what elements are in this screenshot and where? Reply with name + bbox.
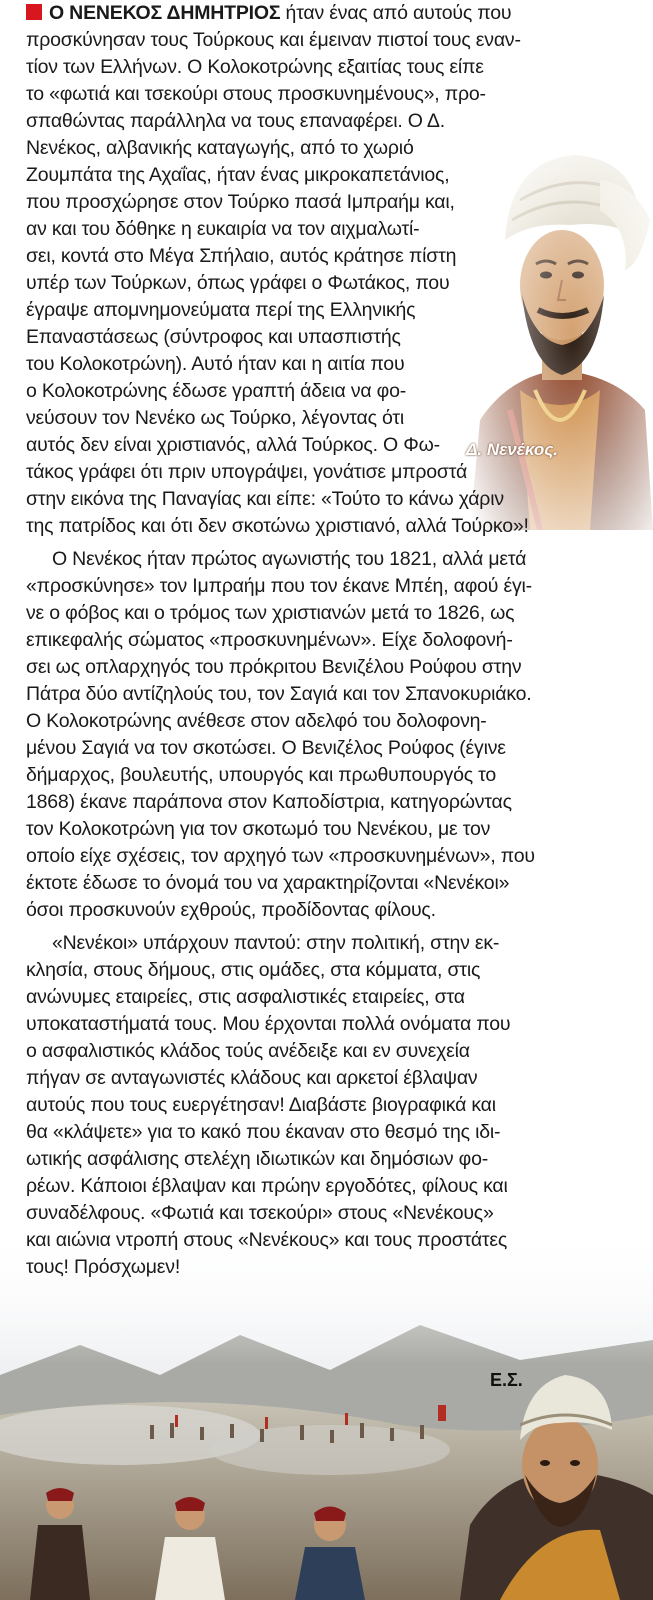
article-line: θα «κλάψετε» για το κακό που έκαναν στο θεσμό της ιδι- [26,1121,501,1143]
article-line: συναδέλφους. «Φωτιά και τσεκούρι» στους «Νενέκους» [26,1202,494,1224]
article-line: ο ασφαλιστικός κλάδος τούς ανέδειξε και εν συνεχεία [26,1040,470,1062]
article-line: δήμαρχος, βουλευτής, υπουργός και πρωθυπουργός το [26,764,497,786]
battle-scene-image [0,1225,653,1600]
article-line: αυτός δεν είναι χριστιανός, αλλά Τούρκος. Ο Φω- [26,434,440,456]
article-line: αν και του δόθηκε η ευκαιρία να τον αιχμαλωτί- [26,218,420,240]
article-line: 1868) έκανε παράπονα στον Καποδίστρια, κατηγορώντας [26,791,512,813]
portrait-caption: Δ. Νενέκος. [466,440,558,459]
article-line: τους! Πρόσχωμεν! [26,1256,181,1278]
article-line: ρέων. Κάποιοι έβλαψαν και πρώην εργοδότες, φίλους και [26,1175,508,1197]
portrait-image [450,90,653,530]
article-line: νεύσουν τον Νενέκο ως Τούρκο, λέγοντας ότι [26,407,405,429]
article-line: ο Κολοκοτρώνης έδωσε γραπτή άδεια να φο- [26,380,407,402]
article-heading: Ο ΝΕΝΕΚΟΣ ΔΗΜΗΤΡΙΟΣ [49,2,281,24]
article-line: όσοι προσκυνούν εχθρούς, προδίδοντας φίλους. [26,899,436,921]
article-line: «προσκύνησε» τον Ιμπραήμ που τον έκανε Μπέη, αφού έγι- [26,575,532,597]
article-line-text: ήταν ένας από αυτούς που [280,2,512,24]
article-line: σει ως οπλαρχηγός του πρόκριτου Βενιζέλου Ρούφου στην [26,656,522,678]
red-square-icon [26,4,42,20]
author-signature: Ε.Σ. [490,1370,523,1390]
article-line: σει, κοντά στο Μέγα Σπήλαιο, αυτός κράτησε πίστη [26,245,457,267]
article-line: σπαθώντας παράλληλα να τους επαναφέρει. Ο Δ. [26,110,445,132]
article-line: ωτικής ασφάλισης στελέχη ιδιωτικών και δημόσιων φο- [26,1148,489,1170]
article-line: Ζουμπάτα της Αχαΐας, ήταν ένας μικροκαπετάνιος, [26,164,450,186]
article-line [26,0,511,26]
article-line: επικεφαλής σώματος «προσκυνημένων». Είχε δολοφονή- [26,629,513,651]
article-line: «Νενέκοι» υπάρχουν παντού: στην πολιτική, στην εκ- [52,932,500,954]
article-line: Νενέκος, αλβανικής καταγωγής, από το χωριό [26,137,414,159]
article-line: που προσχώρησε στον Τούρκο πασά Ιμπραήμ και, [26,191,455,213]
article-line: Ο Νενέκος ήταν πρώτος αγωνιστής του 1821, αλλά μετά [52,548,527,570]
article-line: Επαναστάσεως (σύντροφος και υπασπιστής [26,326,401,348]
article-line: τίον των Ελλήνων. Ο Κολοκοτρώνης εξαιτίας τους είπε [26,56,484,78]
article-line: νε ο φόβος και ο τρόμος των χριστιανών μετά το 1826, ως [26,602,515,624]
article-line: του Κολοκοτρώνη). Αυτό ήταν και η αιτία που [26,353,405,375]
article-line: τάκος γράφει ότι πριν υπογράψει, γονάτισε μπροστά [26,461,468,483]
article-line: έγραψε απομνημονεύματα περί της Ελληνικής [26,299,416,321]
article-line: και αιώνια ντροπή στους «Νενέκους» και τους προστάτες [26,1229,508,1251]
article-line: τον Κολοκοτρώνη για τον σκοτωμό του Νενέκου, με τον [26,818,491,840]
article-line: Ο Κολοκοτρώνης ανέθεσε στον αδελφό του δολοφονη- [26,710,487,732]
article-line: ανώνυμες εταιρείες, στις ασφαλιστικές εταιρείες, στα [26,986,465,1008]
article-line: της πατρίδος και ότι δεν σκοτώνω χριστιανό, αλλά Τούρκο»! [26,515,529,537]
article-line: υπέρ των Τούρκων, όπως γράφει ο Φωτάκος, που [26,272,450,294]
article-line: υποκαταστήματά τους. Μου έρχονται πολλά ονόματα που [26,1013,511,1035]
article-line: οποίο είχε σχέσεις, τον αρχηγό των «προσκυνημένων», που [26,845,535,867]
article-line: στην εικόνα της Παναγίας και είπε: «Τούτο το κάνω χάριν [26,488,504,510]
article-line: αυτούς που τους ευεργέτησαν! Διαβάστε βιογραφικά και [26,1094,496,1116]
article-line: μένου Σαγιά να τον σκοτώσει. Ο Βενιζέλος Ρούφος (έγινε [26,737,506,759]
article-line: το «φωτιά και τσεκούρι στους προσκυνημένους», προ- [26,83,486,105]
article-line: έκτοτε έδωσε το όνομά του να χαρακτηρίζονται «Νενέκοι» [26,872,510,894]
article-line: προσκύνησαν τους Τούρκους και έμειναν πιστοί τους εναν- [26,29,521,51]
article-line: πήγαν σε ανταγωνιστές κλάδους και αρκετοί έβλαψαν [26,1067,478,1089]
article-line: Πάτρα δύο αντίζηλούς του, τον Σαγιά και τον Σπανοκυριάκο. [26,683,532,705]
article-line: κλησία, στους δήμους, στις ομάδες, στα κόμματα, στις [26,959,481,981]
